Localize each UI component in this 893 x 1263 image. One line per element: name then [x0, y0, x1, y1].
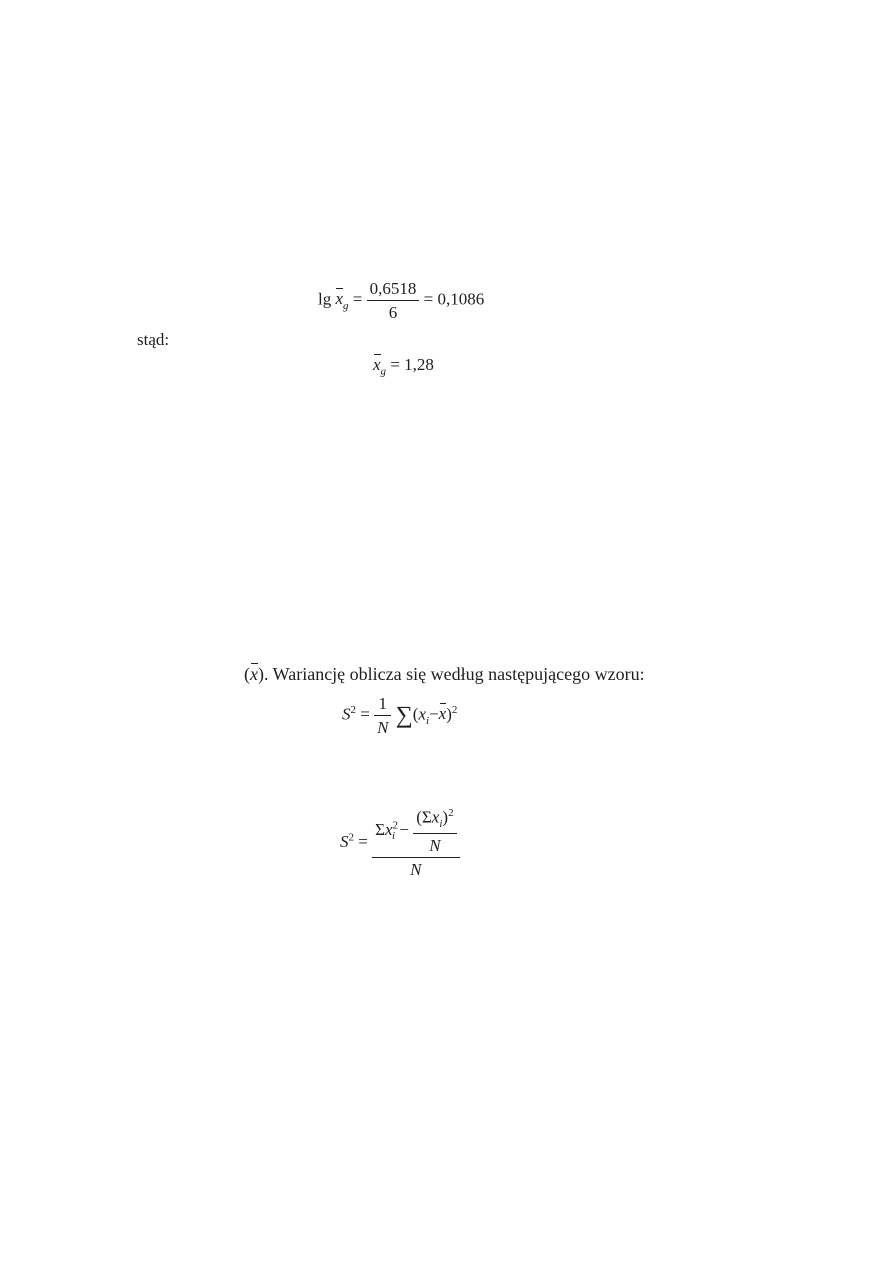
sum-symbol: Σ: [375, 819, 385, 839]
open-paren: (: [412, 704, 419, 724]
equals-sign: =: [360, 704, 370, 724]
outer-fraction: [372, 808, 459, 878]
x-bar-variable: x: [250, 664, 258, 684]
paragraph-text: Wariancję oblicza się według następującego wzoru:: [268, 664, 645, 684]
equation-geometric-mean: [373, 356, 434, 377]
fraction-numerator: 0,6518: [369, 279, 417, 298]
lhs-exponent: 2: [348, 831, 354, 844]
inner-fraction: [413, 808, 456, 854]
close-paren: ): [442, 807, 449, 827]
equals-sign: =: [390, 355, 400, 374]
open-paren: (: [416, 807, 422, 827]
fraction-numerator: 1: [378, 694, 388, 713]
equation-variance-computational: [340, 808, 460, 878]
equals-sign: =: [423, 289, 434, 309]
equals-sign: =: [358, 831, 368, 851]
subscript-i: i: [392, 830, 396, 843]
lhs-variable: S: [342, 704, 351, 724]
x-bar-variable: x: [335, 289, 344, 309]
inner-numerator: [413, 808, 456, 833]
subscript-g: g: [380, 365, 387, 378]
x-bar-variable: x: [373, 355, 381, 374]
lhs-variable: S: [340, 831, 349, 851]
lhs-exponent: 2: [350, 703, 356, 716]
sum-symbol: Σ: [421, 807, 432, 827]
fraction-denominator: 6: [367, 300, 420, 321]
fraction-denominator: N: [374, 715, 391, 736]
sum-symbol: ∑: [395, 702, 413, 729]
minus-sign: −: [399, 819, 409, 839]
outer-numerator: [372, 808, 459, 857]
fraction: [367, 280, 420, 321]
equation-log-geometric-mean: [318, 280, 484, 321]
stad-label: stąd:: [137, 330, 170, 349]
x-variable: x: [431, 807, 440, 827]
inner-exponent: 2: [448, 807, 454, 819]
equation-result: 0,1086: [437, 289, 485, 309]
x-variable: x: [418, 704, 427, 724]
x-variable: x: [385, 819, 393, 839]
exponent: 2: [451, 703, 458, 716]
equation-variance-definition: [342, 695, 457, 736]
paragraph-variance-intro: [244, 665, 645, 683]
equals-sign: =: [352, 289, 363, 309]
log-function: lg: [318, 289, 332, 309]
equation-result: 1,28: [404, 355, 434, 374]
x-exponent: 2: [392, 819, 399, 832]
subscript-i: i: [426, 714, 430, 727]
subscript-i: i: [439, 818, 443, 831]
x-bar-variable: x: [438, 704, 447, 724]
close-paren-period: ).: [258, 664, 269, 684]
minus-sign: −: [429, 704, 439, 724]
inner-denominator: N: [413, 833, 456, 854]
subscript-g: g: [343, 299, 349, 312]
open-paren: (: [244, 664, 250, 684]
close-paren: ): [446, 704, 452, 724]
fraction: [374, 695, 391, 736]
outer-denominator: N: [372, 857, 459, 878]
